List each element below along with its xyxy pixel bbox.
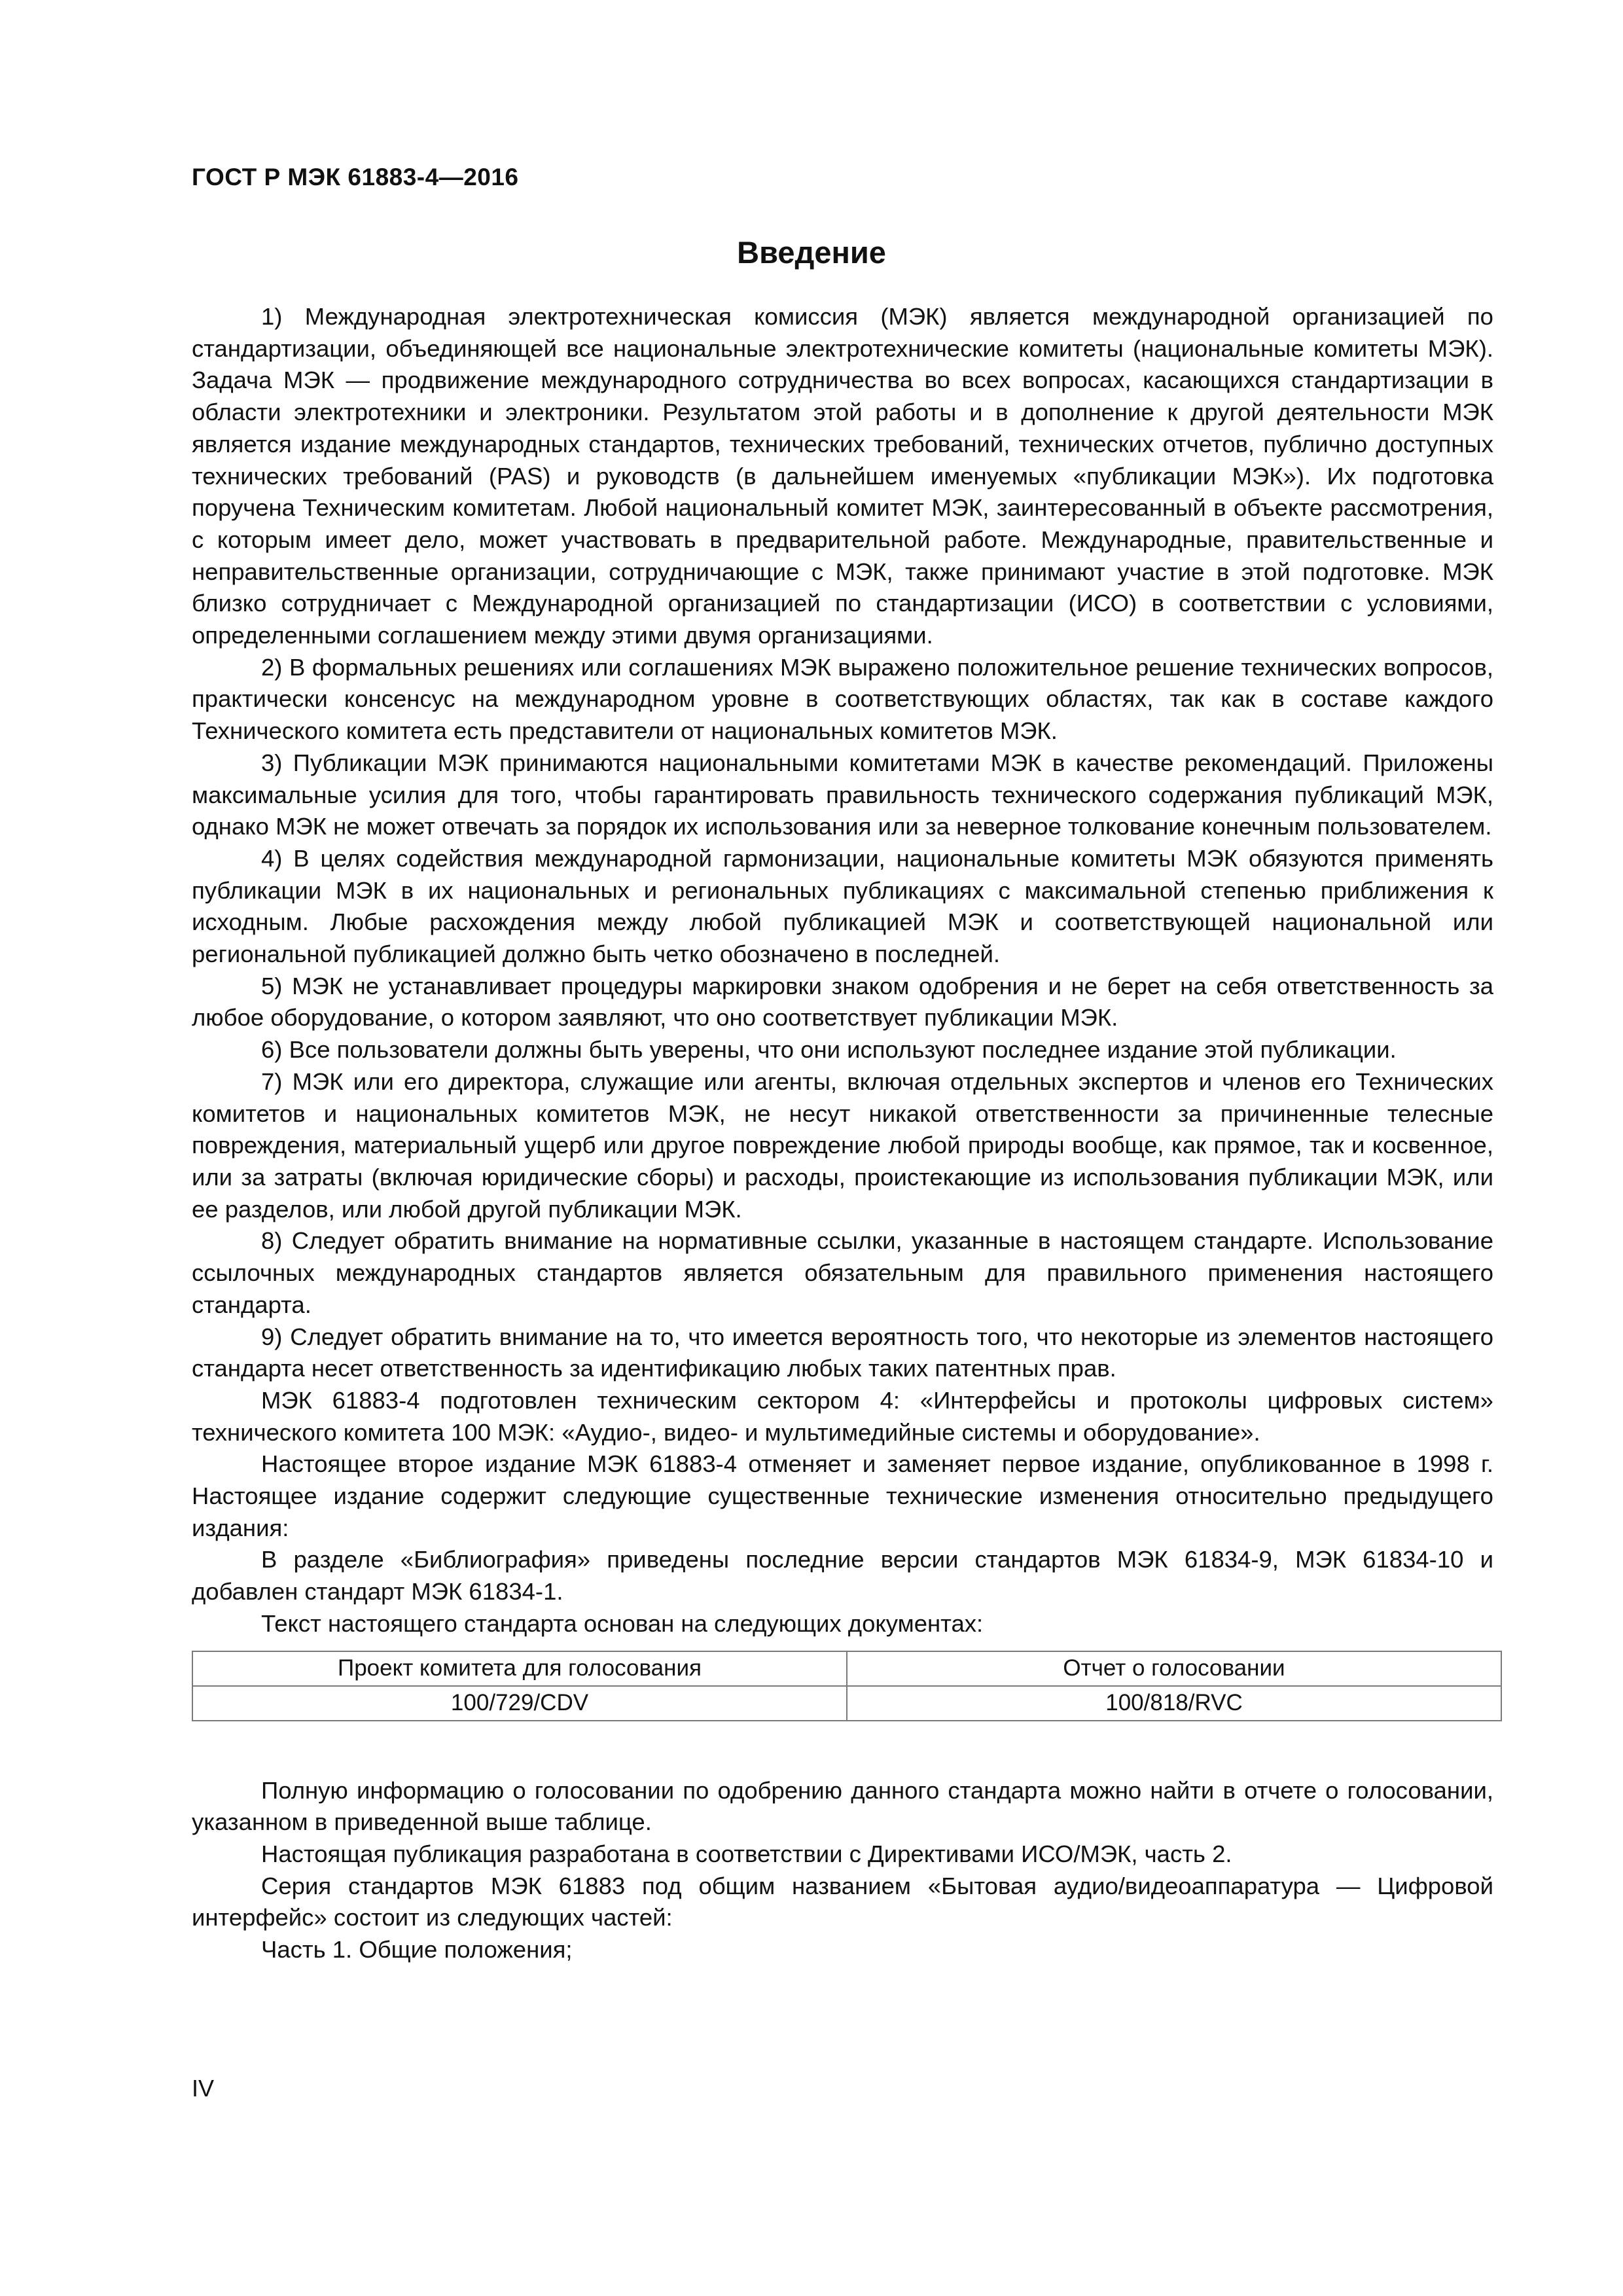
paragraph: 1) Международная электротехническая комиссия (МЭК) является международной организацией по стандартизации, объединяющей все национальные электротехнические комитеты (национальные комитеты МЭК). Задача МЭК — продвижение международного сотрудничества во всех вопросах, касающихся стандартизации в области электротехники и электроники. Результатом этой работы и в дополнение к другой деятельности МЭК является издание международных стандартов, технических требований, технических отчетов, публично доступных технических требований (PAS) и руководств (в дальнейшем именуемых «публикации МЭК»). Их подготовка поручена Техническим комитетам. Любой национальный комитет МЭК, заинтересованный в объекте рассмотрения, с которым имеет дело, может участвовать в предварительной работе. Международные, правительственные и неправительственные организации, сотрудничающие с МЭК, также принимают участие в этой подготовке. МЭК близко сотрудничает с Международной организацией по стандартизации (ИСО) в соответствии с условиями, определенными соглашением между этими двумя организациями.: [192, 303, 1493, 649]
paragraph: Серия стандартов МЭК 61883 под общим названием «Бытовая аудио/видеоаппаратура — Цифровой интерфейс» состоит из следующих частей:: [192, 1872, 1493, 1931]
paragraph: Настоящее второе издание МЭК 61883-4 отменяет и заменяет первое издание, опубликованное в 1998 г. Настоящее издание содержит следующие существенные технические изменения относительно предыдущего издания:: [192, 1450, 1493, 1541]
paragraph: В разделе «Библиография» приведены последние версии стандартов МЭК 61834-9, МЭК 61834-10 и добавлен стандарт МЭК 61834-1.: [192, 1546, 1493, 1605]
table-header-row: [192, 1651, 1501, 1686]
paragraph: 2) В формальных решениях или соглашениях МЭК выражено положительное решение технических вопросов, практически консенсус на международном уровне в соответствующих областях, так как в составе каждого Технического комитета есть представители от национальных комитетов МЭК.: [192, 653, 1493, 745]
paragraph: 4) В целях содействия международной гармонизации, национальные комитеты МЭК обязуются применять публикации МЭК в их национальных и региональных публикациях с максимальной степенью приближения к исходным. Любые расхождения между любой публикацией МЭК и соответствующей национальной или региональной публикацией должно быть четко обозначено в последней.: [192, 844, 1493, 968]
paragraph: Настоящая публикация разработана в соответствии с Директивами ИСО/МЭК, часть 2.: [261, 1840, 1232, 1867]
table-row: [192, 1686, 1501, 1721]
paragraph: Часть 1. Общие положения;: [261, 1936, 573, 1964]
section-title: Введение: [737, 235, 886, 270]
page-number: IV: [192, 2075, 215, 2102]
paragraph: 7) МЭК или его директора, служащие или агенты, включая отдельных экспертов и членов его Технических комитетов и национальных комитетов МЭК, не несут никакой ответственности за причиненные телесные повреждения, материальный ущерб или другое повреждение любой природы вообще, как прямое, так и косвенное, или за затраты (включая юридические сборы) и расходы, проистекающие из использования публикации МЭК, или ее разделов, или любой другой публикации МЭК.: [192, 1067, 1493, 1223]
paragraph: 9) Следует обратить внимание на то, что имеется вероятность того, что некоторые из элементов настоящего стандарта несет ответственность за идентификацию любых таких патентных прав.: [192, 1323, 1493, 1382]
document-code-header: ГОСТ Р МЭК 61883-4—2016: [192, 164, 519, 190]
paragraph: 3) Публикации МЭК принимаются национальными комитетами МЭК в качестве рекомендаций. Приложены максимальные усилия для того, чтобы гарантировать правильность технического содержания публикаций МЭК, однако МЭК не может отвечать за порядок их использования или за неверное толкование конечным пользователем.: [192, 749, 1493, 840]
post-table-section: [192, 1775, 1493, 1966]
table-cell: 100/818/RVC: [847, 1686, 1501, 1721]
table-header-cell: Проект комитета для голосования: [192, 1651, 847, 1686]
voting-documents-table: [192, 1651, 1502, 1721]
document-body: [192, 301, 1493, 1966]
paragraph: 6) Все пользователи должны быть уверены, что они используют последнее издание этой публикации.: [261, 1036, 1397, 1064]
paragraph: Полную информацию о голосовании по одобрению данного стандарта можно найти в отчете о голосовании, указанном в приведенной выше таблице.: [192, 1776, 1493, 1836]
table-cell: 100/729/CDV: [192, 1686, 847, 1721]
paragraph: МЭК 61883-4 подготовлен техническим сектором 4: «Интерфейсы и протоколы цифровых систем» технического комитета 100 МЭК: «Аудио-, видео- и мультимедийные системы и оборудование».: [192, 1386, 1493, 1446]
paragraph: 8) Следует обратить внимание на нормативные ссылки, указанные в настоящем стандарте. Использование ссылочных международных стандартов является обязательным для правильного применения настоящего стандарта.: [192, 1227, 1493, 1318]
paragraph: Текст настоящего стандарта основан на следующих документах:: [261, 1609, 984, 1637]
paragraph: 5) МЭК не устанавливает процедуры маркировки знаком одобрения и не берет на себя ответственность за любое оборудование, о котором заявляют, что оно соответствует публикации МЭК.: [192, 972, 1493, 1031]
table-header-cell: Отчет о голосовании: [847, 1651, 1501, 1686]
